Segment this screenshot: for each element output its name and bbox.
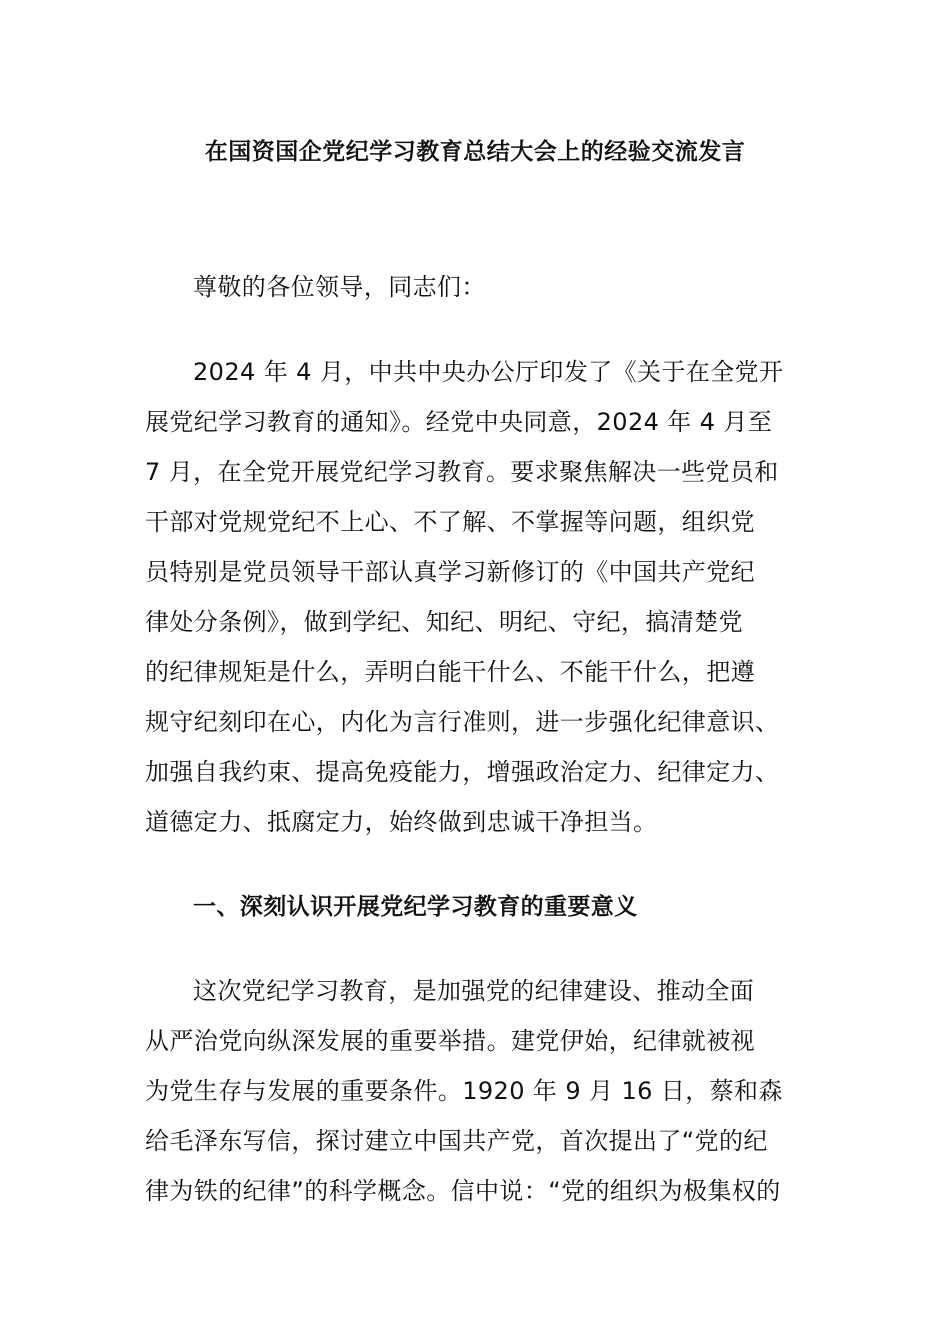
paragraph-2-line: 为党生存与发展的重要条件。1920 年 9 月 16 日，蔡和森	[145, 1077, 783, 1105]
paragraph-1-line: 加强自我约束、提高免疫能力，增强政治定力、纪律定力、	[145, 758, 780, 786]
paragraph-1-line: 规守纪刻印在心，内化为言行准则，进一步强化纪律意识、	[145, 708, 780, 736]
paragraph-1-line: 干部对党规党纪不上心、不了解、不掌握等问题，组织党	[145, 508, 755, 536]
paragraph-1-line: 2024 年 4 月，中共中央办公厅印发了《关于在全党开	[193, 358, 784, 386]
document-title: 在国资国企党纪学习教育总结大会上的经验交流发言	[204, 139, 746, 165]
section-heading: 一、深刻认识开展党纪学习教育的重要意义	[193, 894, 638, 920]
paragraph-1-line: 的纪律规矩是什么，弄明白能干什么、不能干什么，把遵	[145, 658, 755, 686]
paragraph-1-line: 7 月，在全党开展党纪学习教育。要求聚焦解决一些党员和	[145, 458, 779, 486]
paragraph-1-line: 展党纪学习教育的通知》。经党中央同意，2024 年 4 月至	[145, 408, 773, 436]
salutation: 尊敬的各位领导，同志们：	[193, 273, 486, 301]
paragraph-2-line: 从严治党向纵深发展的重要举措。建党伊始，纪律就被视	[145, 1027, 755, 1055]
paragraph-2-line: 这次党纪学习教育，是加强党的纪律建设、推动全面	[193, 977, 755, 1005]
paragraph-2-line: 给毛泽东写信，探讨建立中国共产党，首次提出了“党的纪	[145, 1127, 768, 1155]
paragraph-1-line: 员特别是党员领导干部认真学习新修订的《中国共产党纪	[145, 558, 755, 586]
paragraph-1-line: 道德定力、抵腐定力，始终做到忠诚干净担当。	[145, 808, 658, 836]
paragraph-2-line: 律为铁的纪律”的科学概念。信中说：“党的组织为极集权的	[145, 1177, 781, 1205]
paragraph-1-line: 律处分条例》，做到学纪、知纪、明纪、守纪，搞清楚党	[145, 608, 743, 636]
